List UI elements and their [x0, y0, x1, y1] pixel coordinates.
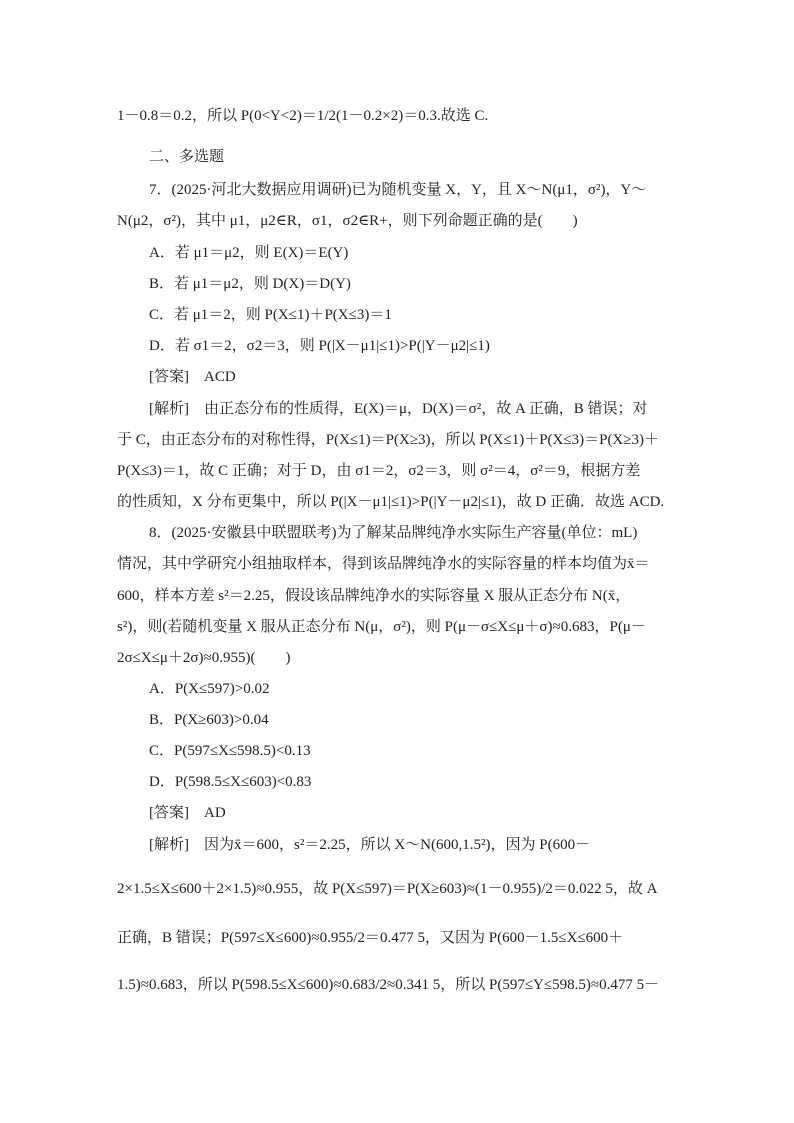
analysis-line: [解析] 由正态分布的性质得，E(X)＝μ，D(X)＝σ²，故 A 正确，B 错误；对	[149, 401, 648, 417]
option-d: D．P(598.5≤X≤603)<0.83	[149, 774, 312, 790]
analysis-line: 1.5)≈0.683，所以 P(598.5≤X≤600)≈0.683/2≈0.341 5，所以 P(597≤Y≤598.5)≈0.477 5－	[117, 977, 660, 993]
text-line: 1－0.8＝0.2，所以 P(0<Y<2)＝1/2(1－0.2×2)＝0.3.故选 C.	[117, 108, 489, 124]
question-8-stem: 2σ≤X≤μ＋2σ)≈0.955)( )	[117, 650, 291, 666]
question-7-stem: N(μ2，σ²)，其中 μ1，μ2∈R，σ1，σ2∈R+，则下列命题正确的是( )	[117, 213, 578, 229]
option-a: A．若 μ1＝μ2，则 E(X)＝E(Y)	[149, 245, 349, 261]
option-c: C．若 μ1＝2，则 P(X≤1)＋P(X≤3)＝1	[149, 307, 392, 323]
answer-label: [答案] AD	[149, 805, 226, 821]
option-b: B．P(X≥603)>0.04	[149, 712, 269, 728]
question-8-stem: 8．(2025·安徽县中联盟联考)为了解某品牌纯净水实际生产容量(单位：mL)	[149, 525, 638, 541]
analysis-line: 于 C，由正态分布的对称性得，P(X≤1)＝P(X≥3)，所以 P(X≤1)＋P(X≤3)＝P(X≥3)＋	[117, 432, 659, 448]
analysis-line: P(X≤3)＝1，故 C 正确；对于 D，由 σ1＝2，σ2＝3，则 σ²＝4，σ²＝9，根据方差	[117, 463, 641, 479]
question-7-stem: 7．(2025·河北大数据应用调研)已为随机变量 X，Y，且 X～N(μ1，σ²)，Y～	[149, 182, 647, 198]
question-8-stem: s²)，则(若随机变量 X 服从正态分布 N(μ，σ²)，则 P(μ－σ≤X≤μ＋σ)≈0.683，P(μ－	[117, 619, 646, 635]
section-heading: 二、多选题	[149, 149, 225, 165]
option-a: A．P(X≤597)>0.02	[149, 681, 270, 697]
analysis-line: 的性质知，X 分布更集中，所以 P(|X－μ1|≤1)>P(|Y－μ2|≤1)，故 D 正确．故选 ACD.	[117, 494, 665, 510]
option-d: D．若 σ1＝2，σ2＝3，则 P(|X－μ1|≤1)>P(|Y－μ2|≤1)	[149, 338, 490, 354]
option-b: B．若 μ1＝μ2，则 D(X)＝D(Y)	[149, 276, 351, 292]
analysis-line: 2×1.5≤X≤600＋2×1.5)≈0.955，故 P(X≤597)＝P(X≥603)≈(1－0.955)/2＝0.022 5，故 A	[117, 881, 658, 897]
analysis-line: 正确，B 错误；P(597≤X≤600)≈0.955/2＝0.477 5，又因为 P(600－1.5≤X≤600＋	[117, 930, 624, 946]
question-8-stem: 600，样本方差 s²＝2.25，假设该品牌纯净水的实际容量 X 服从正态分布 N(x̄，	[117, 588, 631, 604]
option-c: C．P(597≤X≤598.5)<0.13	[149, 743, 311, 759]
analysis-line: [解析] 因为x̄＝600，s²＝2.25，所以 X～N(600,1.5²)，因为 P(600－	[149, 837, 591, 853]
answer-label: [答案] ACD	[149, 369, 236, 385]
question-8-stem: 情况，其中学研究小组抽取样本，得到该品牌纯净水的实际容量的样本均值为x̄＝	[117, 556, 650, 572]
